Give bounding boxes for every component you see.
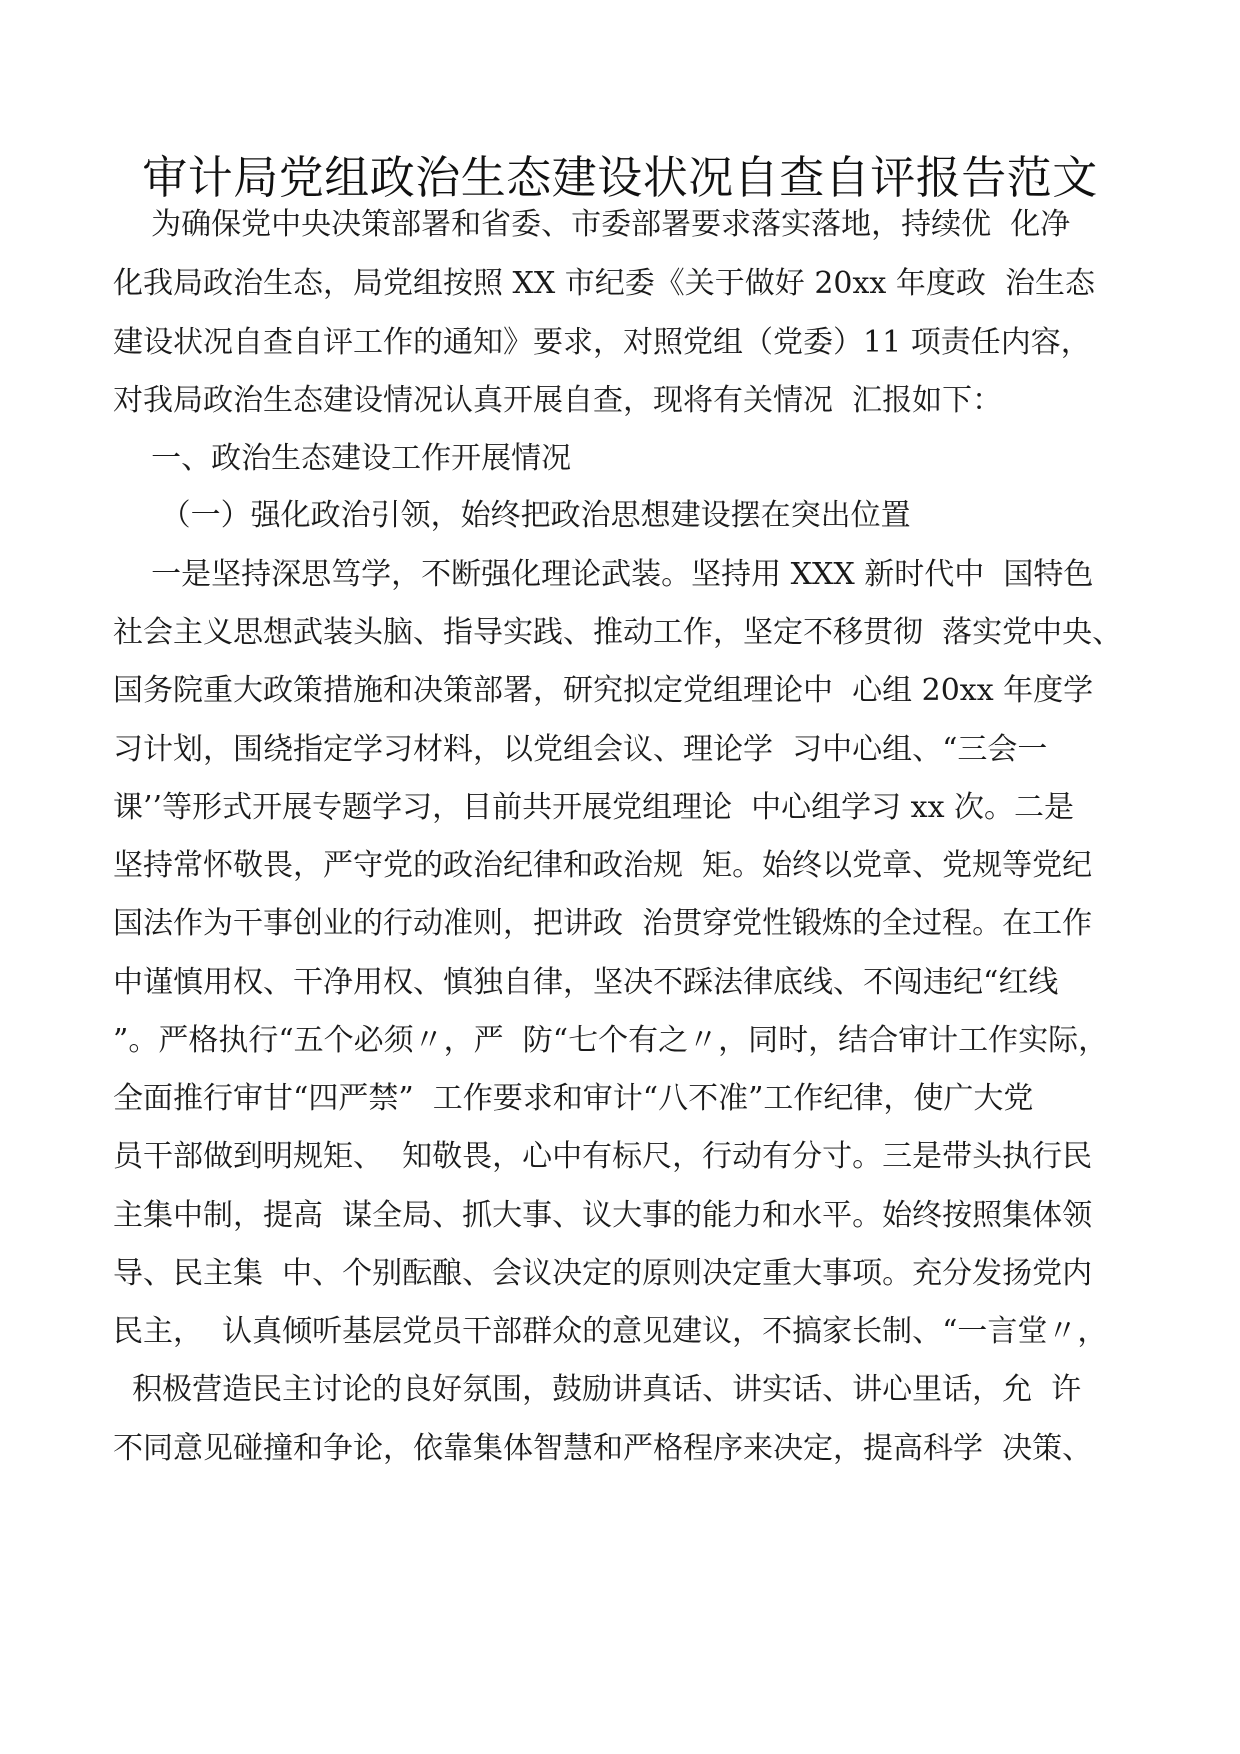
body-line: 全面推行审甘“四严禁” 工作要求和审计“八不准”工作纪律，使广大党: [113, 1081, 1034, 1116]
body-line: 坚持常怀敬畏，严守党的政治纪律和政治规 矩。始终以党章、党规等党纪: [113, 848, 1093, 883]
body-line: 建设状况自查自评工作的通知》要求，对照党组（党委）11 项责任内容，: [113, 325, 1091, 360]
body-line: 化我局政治生态，局党组按照 XX 市纪委《关于做好 20xx 年度政 治生态: [113, 266, 1095, 301]
body-line: 社会主义思想武装头脑、指导实践、推动工作，坚定不移贯彻 落实党中央、: [113, 615, 1123, 650]
body-line: ”。严格执行“五个必须〃，严 防“七个有之〃，同时，结合审计工作实际，: [113, 1023, 1109, 1058]
body-line: 导、民主集 中、个别酝酿、会议决定的原则决定重大事项。充分发扬党内: [113, 1256, 1093, 1291]
body-line: 习计划，围绕指定学习材料，以党组会议、理论学 习中心组、“三会一: [113, 732, 1048, 767]
body-line: 积极营造民主讨论的良好氛围，鼓励讲真话、讲实话、讲心里话，允 许: [113, 1372, 1082, 1407]
body-line: 为确保党中央决策部署和省委、市委部署要求落实落地，持续优 化净: [113, 207, 1071, 242]
body-line: 主集中制，提高 谋全局、抓大事、议大事的能力和水平。始终按照集体领: [113, 1198, 1093, 1233]
body-line: 不同意见碰撞和争论，依靠集体智慧和严格程序来决定，提高科学 决策、: [113, 1431, 1093, 1466]
section-heading: 一、政治生态建设工作开展情况: [113, 441, 572, 476]
body-line: 对我局政治生态建设情况认真开展自查，现将有关情况 汇报如下：: [113, 383, 1003, 418]
body-line: 中谨慎用权、干净用权、慎独自律，坚决不踩法律底线、不闯违纪“红线: [113, 965, 1059, 1000]
body-line: 一是坚持深思笃学，不断强化理论武装。坚持用 XXX 新时代中 国特色: [113, 557, 1094, 592]
body-line: 民主， 认真倾听基层党员干部群众的意见建议，不搞家长制、“一言堂〃，: [113, 1314, 1108, 1349]
body-line: 员干部做到明规矩、 知敬畏，心中有标尺，行动有分寸。三是带头执行民: [113, 1139, 1093, 1174]
body-line: 课’’等形式开展专题学习，目前共开展党组理论 中心组学习 xx 次。二是: [113, 790, 1075, 825]
subsection-heading: （一）强化政治引领，始终把政治思想建设摆在突出位置: [113, 498, 911, 533]
body-line: 国务院重大政策措施和决策部署，研究拟定党组理论中 心组 20xx 年度学: [113, 673, 1094, 708]
body-line: 国法作为干事创业的行动准则，把讲政 治贯穿党性锻炼的全过程。在工作: [113, 906, 1093, 941]
page-title: 审计局党组政治生态建设状况自查自评报告范文: [142, 151, 1098, 204]
